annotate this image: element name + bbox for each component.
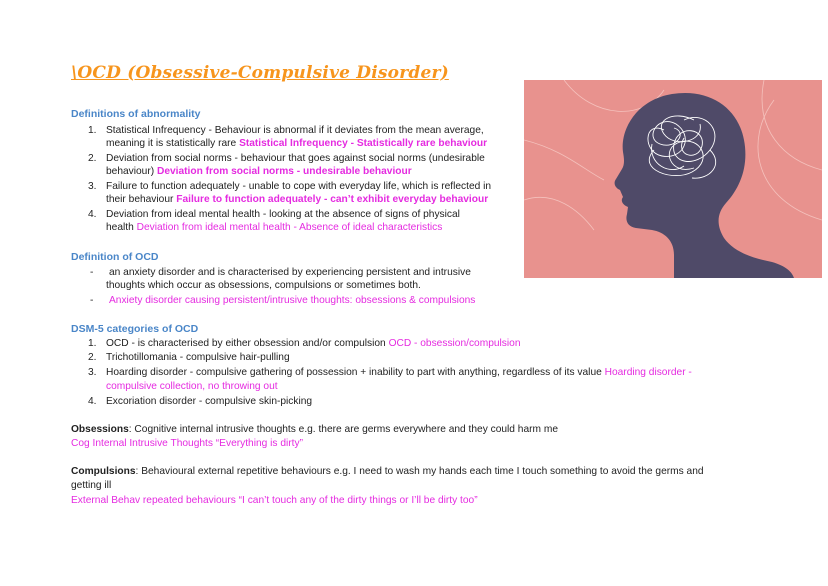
definition-4-line-2: health Deviation from ideal mental health - Absence of ideal characteristics	[106, 222, 443, 233]
ocd-definition-line-2: thoughts which occur as obsessions, compulsions or sometimes both.	[106, 280, 421, 291]
head-illustration	[524, 80, 822, 278]
obsessions-line: Obsessions: Cognitive internal intrusive thoughts e.g. there are germs everywhere and they could harm me	[71, 424, 558, 435]
obsessions-summary: Cog Internal Intrusive Thoughts “Everything is dirty”	[71, 438, 303, 449]
dsm-item-3-summary-cont: compulsive collection, no throwing out	[106, 381, 278, 392]
ocd-definition-heading: Definition of OCD	[71, 251, 159, 263]
obsessions-label: Obsessions	[71, 424, 129, 435]
bullet-dash: -	[90, 267, 94, 278]
compulsions-line-2: getting ill	[71, 480, 112, 491]
ocd-definition-summary: Anxiety disorder causing persistent/intrusive thoughts: obsessions & compulsions	[109, 295, 476, 306]
dsm-item-1-summary: OCD - obsession/compulsion	[388, 338, 521, 349]
ocd-definition-line-1: an anxiety disorder and is characterised by experiencing persistent and intrusive	[109, 267, 471, 278]
definition-1-line-1: Statistical Infrequency - Behaviour is abnormal if it deviates from the mean average,	[106, 125, 484, 136]
definition-2-summary: Deviation from social norms - undesirable behaviour	[156, 166, 412, 177]
dsm-heading: DSM-5 categories of OCD	[71, 323, 199, 335]
compulsions-label: Compulsions	[71, 466, 136, 477]
compulsions-line: Compulsions: Behavioural external repetitive behaviours e.g. I need to wash my hands each time I touch something to avoid the germs and	[71, 466, 704, 477]
dsm-item-4: Excoriation disorder - compulsive skin-picking	[106, 396, 313, 407]
dsm-item-3-summary: Hoarding disorder -	[604, 367, 692, 378]
bullet-dash: -	[90, 295, 94, 306]
head-silhouette-icon	[524, 80, 822, 278]
definitions-heading: Definitions of abnormality	[71, 108, 201, 120]
list-number: 2.	[88, 352, 97, 363]
definition-2-line-1: Deviation from social norms - behaviour that goes against social norms (undesirable	[106, 153, 485, 164]
list-number: 4.	[88, 396, 97, 407]
compulsions-summary: External Behav repeated behaviours “I can’t touch any of the dirty things or I’ll be dirty too”	[71, 495, 478, 506]
definition-1-line-2: meaning it is statistically rare Statistical Infrequency - Statistically rare behaviour	[106, 138, 488, 149]
definition-4-line-1: Deviation from ideal mental health - looking at the absence of signs of physical	[106, 209, 460, 220]
dsm-item-1: OCD - is characterised by either obsession and/or compulsion OCD - obsession/compulsion	[106, 338, 521, 349]
definition-3-summary: Failure to function adequately - can’t exhibit everyday behaviour	[176, 194, 489, 205]
list-number: 2.	[88, 153, 97, 164]
page-title: \OCD (Obsessive-Compulsive Disorder)	[71, 63, 449, 83]
list-number: 3.	[88, 181, 97, 192]
definition-2-line-2: behaviour) Deviation from social norms - undesirable behaviour	[106, 166, 412, 177]
definition-4-summary: Deviation from ideal mental health - Absence of ideal characteristics	[136, 222, 443, 233]
dsm-item-2: Trichotillomania - compulsive hair-pulling	[106, 352, 290, 363]
definition-1-summary: Statistical Infrequency - Statistically rare behaviour	[239, 138, 488, 149]
list-number: 1.	[88, 125, 97, 136]
definition-3-line-1: Failure to function adequately - unable to cope with everyday life, which is reflected in	[106, 181, 492, 192]
list-number: 3.	[88, 367, 97, 378]
definition-3-line-2: their behaviour Failure to function adequately - can’t exhibit everyday behaviour	[106, 194, 489, 205]
list-number: 4.	[88, 209, 97, 220]
list-number: 1.	[88, 338, 97, 349]
dsm-item-3: Hoarding disorder - compulsive gathering of possession + inability to part with anything, regardless of its value Hoarding disorder -	[106, 367, 692, 378]
